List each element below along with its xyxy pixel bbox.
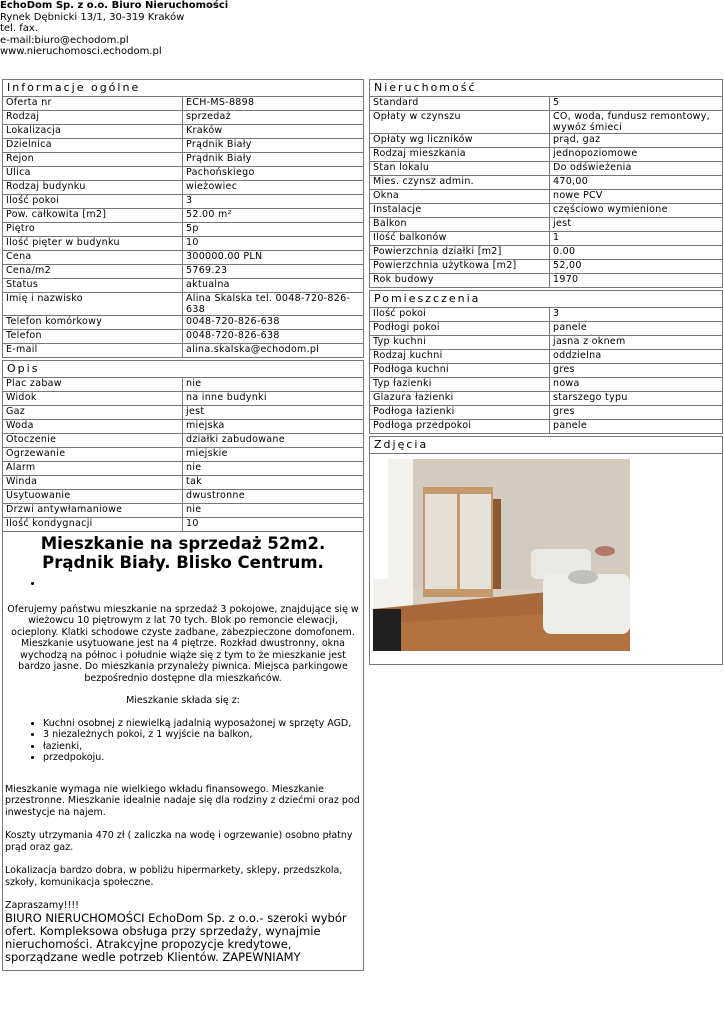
field-value: 5p	[183, 223, 364, 237]
table-row	[370, 204, 723, 218]
field-label: Rodzaj budynku	[3, 181, 183, 195]
field-value: 0048-720-826-638	[183, 330, 364, 344]
field-value: Do odświeżenia	[550, 162, 723, 176]
table-row	[3, 237, 364, 251]
table-row	[3, 420, 364, 434]
property-table	[369, 96, 723, 288]
section-rooms-title: Pomieszczenia	[369, 290, 723, 307]
agency-email: e-mail:biuro@echodom.pl	[0, 34, 129, 46]
table-row	[3, 97, 364, 111]
field-value: gres	[550, 364, 723, 378]
field-value: jest	[183, 406, 364, 420]
field-label: Piętro	[3, 223, 183, 237]
table-row	[3, 223, 364, 237]
table-row	[3, 490, 364, 504]
field-label: Plac zabaw	[3, 378, 183, 392]
field-value: 10	[183, 237, 364, 251]
description-intro: Oferujemy państwu mieszkanie na sprzedaż 3 pokojowe, znajdujące się w wieżowcu 10 piętrowym z lat 70 tych. Blok po remoncie elewacji, ocieplony. Klatki schodowe czyste zadbane, zabezpieczone domofonem. Mieszkanie usytuowane jest na 4 piętrze. Rozkład dwustronny, okna wychodzą na północ i południe wiąże się z tym to że mieszkanie jest bardzo jasne. Do mieszkania przynależy piwnica. Miejsca parkingowe bezpośrednio dostępne dla mieszkańców.	[7, 603, 359, 684]
field-value: 300000.00 PLN	[183, 251, 364, 265]
field-label: Ilość pięter w budynku	[3, 237, 183, 251]
table-row	[3, 316, 364, 330]
table-row	[3, 392, 364, 406]
agency-www: www.nieruchomosci.echodom.pl	[0, 46, 162, 57]
table-row	[3, 167, 364, 181]
field-label: Ogrzewanie	[3, 448, 183, 462]
apartment-photo[interactable]	[373, 459, 630, 651]
description-paragraph: Mieszkanie wymaga nie wielkiego wkładu finansowego. Mieszkanie przestronne. Mieszkanie idealnie nadaje się dla rodziny z dziećmi oraz pod inwestycje na najem.	[5, 783, 360, 818]
agency-header	[0, 0, 228, 58]
field-label: Opłaty w czynszu	[370, 111, 550, 134]
field-label: Podłogi pokoi	[370, 322, 550, 336]
field-label: Oferta nr	[3, 97, 183, 111]
field-value: Pachońskiego	[183, 167, 364, 181]
field-value: nie	[183, 462, 364, 476]
table-row	[370, 162, 723, 176]
table-row	[3, 406, 364, 420]
general-table	[2, 96, 364, 358]
table-row	[370, 392, 723, 406]
field-value: Alina Skalska tel. 0048-720-826-638	[183, 293, 364, 316]
agency-phone: tel. fax.	[0, 23, 38, 34]
table-row	[3, 265, 364, 279]
description-heading: Mieszkanie na sprzedaż 52m2. Prądnik Biały. Blisko Centrum.	[40, 534, 326, 572]
description-items	[5, 718, 361, 764]
field-value: nowe PCV	[550, 190, 723, 204]
field-label: Alarm	[3, 462, 183, 476]
field-label: Powierzchnia działki [m2]	[370, 246, 550, 260]
description-paragraph: Koszty utrzymania 470 zł ( zaliczka na wodę i ogrzewanie) osobno płatny prąd oraz gaz.	[5, 830, 353, 853]
field-label: Cena	[3, 251, 183, 265]
table-row	[370, 406, 723, 420]
table-row	[370, 308, 723, 322]
table-row	[370, 364, 723, 378]
field-label: Ilość kondygnacji	[3, 518, 183, 532]
table-row	[3, 139, 364, 153]
field-value: jednopoziomowe	[550, 148, 723, 162]
field-label: Podłoga kuchni	[370, 364, 550, 378]
field-label: E-mail	[3, 344, 183, 358]
description-paragraph: Lokalizacja bardzo dobra, w pobliżu hipermarkety, sklepy, przedszkola, szkoły, komunikacja społeczne.	[5, 865, 343, 888]
field-label: Status	[3, 279, 183, 293]
field-value: gres	[550, 406, 723, 420]
field-value: 470,00	[550, 176, 723, 190]
table-row	[3, 344, 364, 358]
table-row	[370, 420, 723, 434]
field-label: Typ łazienki	[370, 378, 550, 392]
section-photos-title: Zdjęcia	[369, 436, 723, 453]
field-value: częściowo wymienione	[550, 204, 723, 218]
table-row	[370, 134, 723, 148]
field-label: Telefon komórkowy	[3, 316, 183, 330]
field-value: 5	[550, 97, 723, 111]
field-label: Rejon	[3, 153, 183, 167]
field-label: Rodzaj kuchni	[370, 350, 550, 364]
field-value: 10	[183, 518, 364, 532]
right-column	[369, 79, 723, 665]
field-value: 1970	[550, 274, 723, 288]
field-label: Gaz	[3, 406, 183, 420]
field-label: Stan lokalu	[370, 162, 550, 176]
field-value: 52,00	[550, 260, 723, 274]
field-value: 5769.23	[183, 265, 364, 279]
section-general-title: Informacje ogólne	[2, 79, 364, 96]
field-value: oddzielna	[550, 350, 723, 364]
field-value: jasna z oknem	[550, 336, 723, 350]
description-item: • przedpokoju.	[43, 752, 361, 764]
table-row	[3, 251, 364, 265]
table-row	[370, 322, 723, 336]
field-value: starszego typu	[550, 392, 723, 406]
description-item: • łazienki,	[43, 741, 361, 753]
description-consists: Mieszkanie składa się z:	[126, 695, 240, 706]
table-row	[370, 111, 723, 134]
field-value: ECH-MS-8898	[183, 97, 364, 111]
field-value: dwustronne	[183, 490, 364, 504]
table-row	[3, 476, 364, 490]
field-label: Mies. czynsz admin.	[370, 176, 550, 190]
field-label: Powierzchnia użytkowa [m2]	[370, 260, 550, 274]
field-label: Rodzaj mieszkania	[370, 148, 550, 162]
section-opis-title: Opis	[2, 360, 364, 377]
field-label: Podłoga łazienki	[370, 406, 550, 420]
field-value: 3	[550, 308, 723, 322]
table-row	[370, 260, 723, 274]
field-value: sprzedaż	[183, 111, 364, 125]
table-row	[370, 336, 723, 350]
field-value: Kraków	[183, 125, 364, 139]
field-label: Podłoga przedpokoi	[370, 420, 550, 434]
section-property-title: Nieruchomość	[369, 79, 723, 96]
photos-box	[369, 453, 723, 665]
field-value: panele	[550, 420, 723, 434]
table-row	[3, 378, 364, 392]
table-row	[3, 293, 364, 316]
field-value: Prądnik Biały	[183, 153, 364, 167]
field-value: 3	[183, 195, 364, 209]
field-value: nie	[183, 504, 364, 518]
field-value: miejskie	[183, 448, 364, 462]
table-row	[3, 330, 364, 344]
field-value: panele	[550, 322, 723, 336]
description-paragraph: Zapraszamy!!!!	[5, 900, 79, 911]
field-label: Lokalizacja	[3, 125, 183, 139]
field-value: alina.skalska@echodom.pl	[183, 344, 364, 358]
table-row	[3, 181, 364, 195]
field-label: Ulica	[3, 167, 183, 181]
field-value: 1	[550, 232, 723, 246]
table-row	[370, 246, 723, 260]
field-label: Balkon	[370, 218, 550, 232]
field-value: wieżowiec	[183, 181, 364, 195]
table-row	[3, 111, 364, 125]
field-label: Widok	[3, 392, 183, 406]
field-value: jest	[550, 218, 723, 232]
field-label: Rok budowy	[370, 274, 550, 288]
field-value: tak	[183, 476, 364, 490]
left-column	[2, 79, 364, 971]
table-row	[370, 148, 723, 162]
field-value: na inne budynki	[183, 392, 364, 406]
field-label: Drzwi antywłamaniowe	[3, 504, 183, 518]
table-row	[370, 274, 723, 288]
description-item: • Kuchni osobnej z niewielką jadalnią wyposażonej w sprzęty AGD,	[43, 718, 361, 730]
field-label: Imię i nazwisko	[3, 293, 183, 316]
table-row	[3, 279, 364, 293]
table-row	[3, 434, 364, 448]
table-row	[3, 448, 364, 462]
table-row	[3, 504, 364, 518]
field-value: prąd, gaz	[550, 134, 723, 148]
field-label: Telefon	[3, 330, 183, 344]
field-label: Dzielnica	[3, 139, 183, 153]
opis-table	[2, 377, 364, 532]
table-row	[3, 153, 364, 167]
description-item: • 3 niezależnych pokoi, z 1 wyjście na balkon,	[43, 729, 361, 741]
field-value: nie	[183, 378, 364, 392]
table-row	[370, 350, 723, 364]
empty-bullet-list	[5, 578, 361, 590]
empty-bullet	[43, 578, 361, 590]
field-label: Okna	[370, 190, 550, 204]
field-label: Ilość pokoi	[370, 308, 550, 322]
field-label: Usytuowanie	[3, 490, 183, 504]
agency-address: Rynek Dębnicki 13/1, 30-319 Kraków	[0, 11, 185, 23]
field-label: Instalacje	[370, 204, 550, 218]
table-row	[3, 518, 364, 532]
field-label: Ilość balkonów	[370, 232, 550, 246]
agency-name: EchoDom Sp. z o.o. Biuro Nieruchomości	[0, 0, 229, 11]
field-value: miejska	[183, 420, 364, 434]
table-row	[3, 462, 364, 476]
description-agency-note: BIURO NIERUCHOMOŚCI EchoDom Sp. z o.o.- szeroki wybór ofert. Kompleksowa obsługa przy sprzedaży, wynajmie nieruchomości. Atrakcyjne propozycje kredytowe, sporządzane wedle potrzeb Klientów. ZAPEWNIAMY	[5, 910, 347, 964]
field-value: nowa	[550, 378, 723, 392]
field-label: Typ kuchni	[370, 336, 550, 350]
table-row	[3, 209, 364, 223]
table-row	[370, 232, 723, 246]
field-value: 0.00	[550, 246, 723, 260]
field-value: Prądnik Biały	[183, 139, 364, 153]
table-row	[370, 218, 723, 232]
field-label: Opłaty wg liczników	[370, 134, 550, 148]
field-label: Rodzaj	[3, 111, 183, 125]
table-row	[3, 195, 364, 209]
field-label: Pow. całkowita [m2]	[3, 209, 183, 223]
field-value: CO, woda, fundusz remontowy, wywóz śmieci	[550, 111, 723, 134]
field-label: Ilość pokoi	[3, 195, 183, 209]
table-row	[370, 97, 723, 111]
field-label: Winda	[3, 476, 183, 490]
table-row	[370, 176, 723, 190]
rooms-table	[369, 307, 723, 434]
field-label: Otoczenie	[3, 434, 183, 448]
field-label: Glazura łazienki	[370, 392, 550, 406]
field-label: Woda	[3, 420, 183, 434]
table-row	[370, 190, 723, 204]
field-value: działki zabudowane	[183, 434, 364, 448]
field-label: Cena/m2	[3, 265, 183, 279]
field-value: 0048-720-826-638	[183, 316, 364, 330]
description-block	[2, 532, 364, 971]
field-value: aktualna	[183, 279, 364, 293]
field-label: Standard	[370, 97, 550, 111]
field-value: 52.00 m²	[183, 209, 364, 223]
table-row	[3, 125, 364, 139]
table-row	[370, 378, 723, 392]
